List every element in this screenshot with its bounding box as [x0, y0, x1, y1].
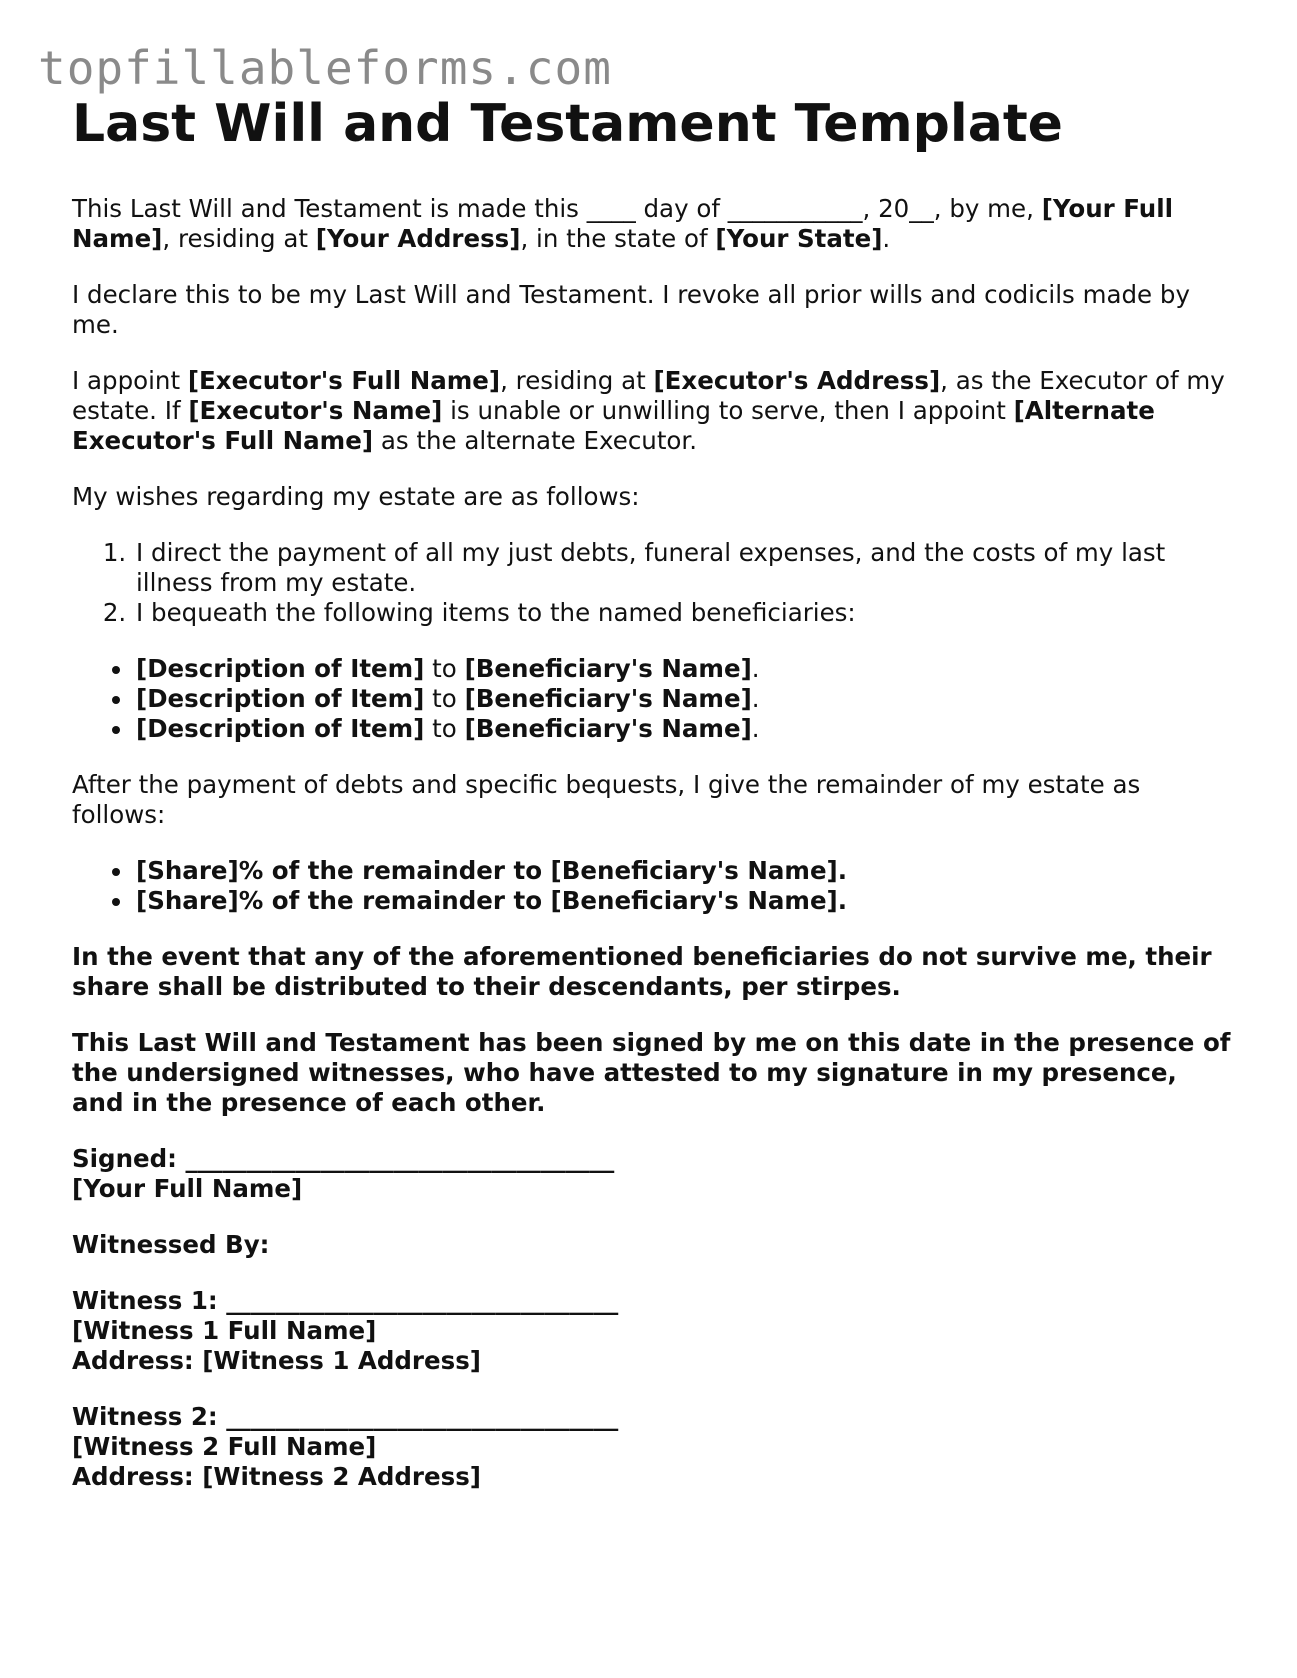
wishes-item: 2. I bequeath the following items to the named beneficiaries: [134, 598, 1232, 628]
bequest-item: • [Description of Item] to [Beneficiary's Name]. [134, 714, 1232, 744]
executor-paragraph: I appoint [Executor's Full Name], residing at [Executor's Address], as the Executor of my estate. If [Executor's Name] is unable or unwilling to serve, then I appoint [Alternate Executor's Full Name] as the alternate Executor. [72, 366, 1225, 455]
witness-address: Address: [Witness 1 Address] [72, 1346, 481, 1375]
residue-item: • [Share]% of the remainder to [Beneficiary's Name]. [134, 886, 1232, 916]
bequest-item: • [Description of Item] to [Beneficiary's Name]. [134, 684, 1232, 714]
bequests-list [72, 654, 1232, 744]
field-your-state: [Your State] [715, 224, 883, 253]
field-executor-address: [Executor's Address] [653, 366, 941, 395]
bequest-item: • [Description of Item] to [Beneficiary's Name]. [134, 654, 1232, 684]
field-executor-name: [Executor's Name] [188, 396, 443, 425]
intro-paragraph: This Last Will and Testament is made this ____ day of ___________, 20__, by me, [Your Full Name], residing at [Your Address], in the state of [Your State]. [72, 194, 1174, 253]
witness-signature-line: Witness 1: ________________________________ [72, 1286, 619, 1315]
wishes-item: 1. I direct the payment of all my just debts, funeral expenses, and the costs of my last illness from my estate. [134, 538, 1232, 598]
testator-signature-block [72, 1144, 1232, 1204]
will-document [72, 92, 1232, 1518]
field-your-full-name: [Your Full Name] [72, 194, 1174, 253]
field-executor-full-name: [Executor's Full Name] [187, 366, 501, 395]
witness-signature-line: Witness 2: ________________________________ [72, 1402, 619, 1431]
witness-address: Address: [Witness 2 Address] [72, 1462, 481, 1491]
witness-block [72, 1402, 1232, 1492]
signature-line: Signed: ___________________________________ [72, 1144, 615, 1173]
field-your-address: [Your Address] [315, 224, 521, 253]
residue-item: • [Share]% of the remainder to [Beneficiary's Name]. [134, 856, 1232, 886]
attestation-clause: This Last Will and Testament has been signed by me on this date in the presence of the undersigned witnesses, who have attested to my signature in my presence, and in the presence of each other. [72, 1028, 1231, 1117]
residue-intro: After the payment of debts and specific bequests, I give the remainder of my estate as follows: [72, 770, 1141, 829]
witness-name: [Witness 1 Full Name] [72, 1316, 377, 1345]
witness-name: [Witness 2 Full Name] [72, 1432, 377, 1461]
survivorship-clause: In the event that any of the aforementioned beneficiaries do not survive me, their share shall be distributed to their descendants, per stirpes. [72, 942, 1212, 1001]
witness-block [72, 1286, 1232, 1376]
field-alternate-executor: [Alternate Executor's Full Name] [72, 396, 1155, 455]
declaration-paragraph: I declare this to be my Last Will and Testament. I revoke all prior wills and codicils made by me. [72, 280, 1190, 339]
page-title: Last Will and Testament Template [72, 94, 1063, 154]
wishes-list [72, 538, 1232, 628]
wishes-heading: My wishes regarding my estate are as follows: [72, 482, 640, 511]
watermark: topfillableforms.com [38, 41, 612, 95]
witnessed-by-heading: Witnessed By: [72, 1230, 270, 1259]
signature-name: [Your Full Name] [72, 1174, 303, 1203]
residue-list [72, 856, 1232, 916]
